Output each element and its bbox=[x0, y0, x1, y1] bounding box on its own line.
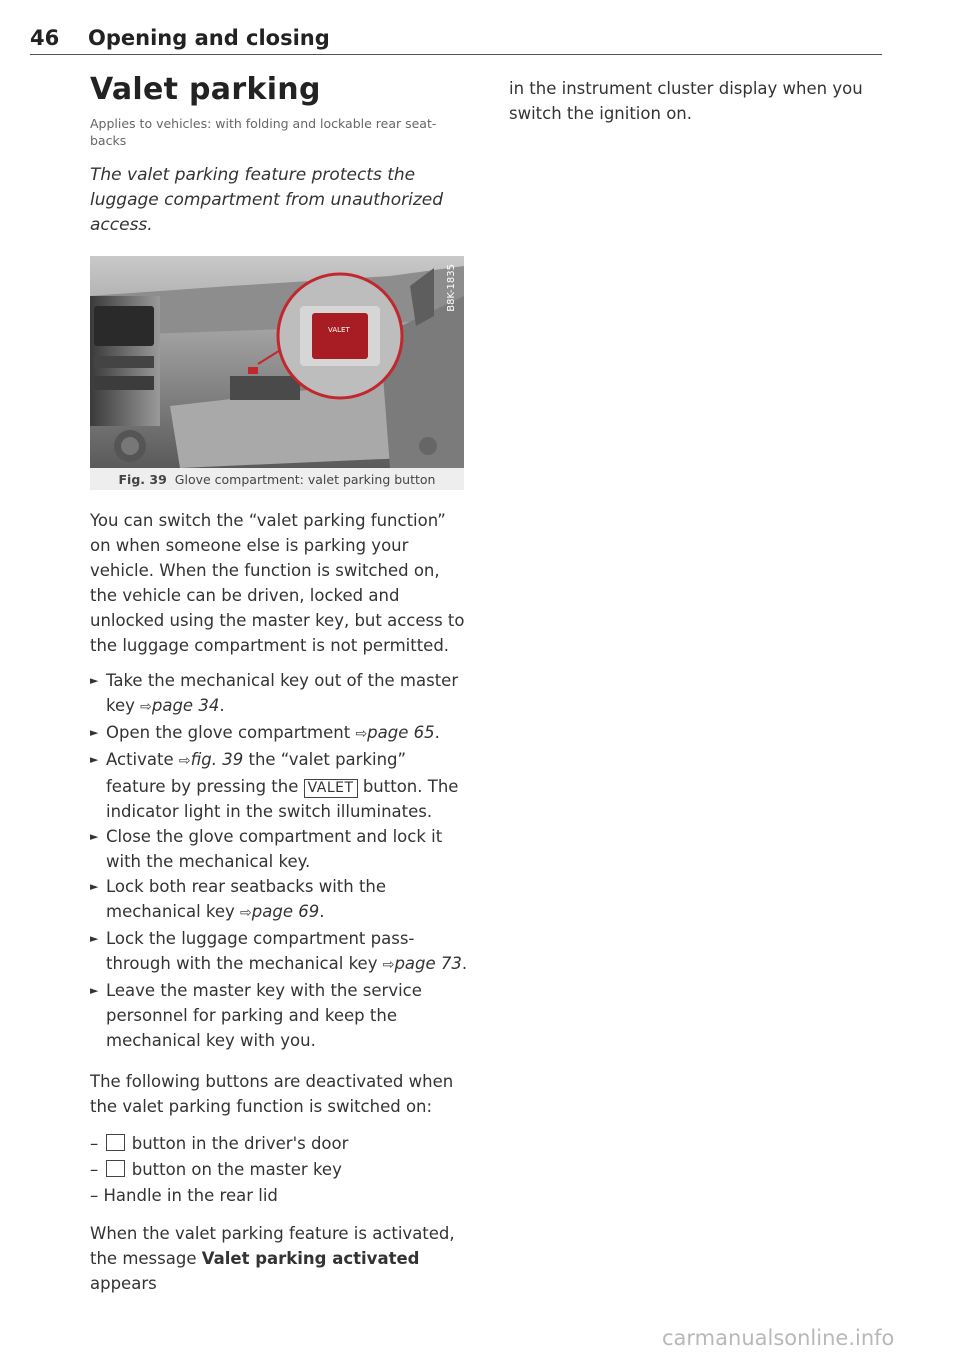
intro-text: The valet parking feature protects the luggage compartment from unauthorized access. bbox=[90, 165, 443, 235]
list-item: ► Close the glove compartment and lock it with the mechanical key. bbox=[90, 824, 470, 874]
arrow-right-icon: ⇨ bbox=[140, 699, 152, 715]
page-reference-link[interactable]: page 65 bbox=[367, 723, 435, 742]
figure-caption bbox=[90, 469, 464, 490]
list-item: ► Lock the luggage compartment pass-through with the mechanical key ⇨page 73. bbox=[90, 926, 470, 978]
article-title: Valet parking bbox=[90, 72, 321, 107]
arrow-right-icon: ⇨ bbox=[382, 957, 395, 973]
arrow-right-icon: ⇨ bbox=[240, 905, 252, 921]
list-item: ► Activate ⇨fig. 39 the “valet parking” feature by pressing the VALET button. The indicator light in the switch illuminates. bbox=[90, 747, 470, 824]
watermark: carmanualsonline.info bbox=[662, 1326, 895, 1350]
left-column bbox=[90, 72, 470, 1296]
trunk-release-button-icon bbox=[106, 1160, 125, 1177]
section-title: Opening and closing bbox=[88, 26, 330, 50]
triangle-right-icon: ► bbox=[90, 753, 99, 766]
list-item: – button in the driver's door bbox=[90, 1134, 349, 1153]
triangle-right-icon: ► bbox=[90, 830, 99, 843]
triangle-right-icon: ► bbox=[90, 932, 99, 945]
valet-button-keycap: VALET bbox=[304, 779, 358, 798]
list-item: ► Leave the master key with the service personnel for parking and keep the mechanical key with you. bbox=[90, 978, 470, 1053]
page-reference-link[interactable]: page 73 bbox=[394, 954, 462, 973]
triangle-right-icon: ► bbox=[90, 674, 99, 687]
figure-caption-text: Glove compartment: valet parking button bbox=[174, 472, 436, 487]
photo-code: B8K-1835 bbox=[446, 264, 457, 312]
page-header bbox=[30, 22, 882, 55]
triangle-right-icon: ► bbox=[90, 726, 99, 739]
applies-to-note: Applies to vehicles: with folding and lockable rear seat-backs bbox=[90, 116, 437, 148]
arrow-right-icon: ⇨ bbox=[355, 726, 368, 742]
figure-label: Fig. 39 bbox=[118, 472, 167, 487]
triangle-right-icon: ► bbox=[90, 984, 99, 997]
list-item: ► Lock both rear seatbacks with the mechanical key ⇨page 69. bbox=[90, 874, 470, 926]
activation-message-paragraph: When the valet parking feature is activated, the message Valet parking activated appears bbox=[90, 1224, 455, 1293]
intro-paragraph: You can switch the “valet parking function” on when someone else is parking your vehicle. When the function is switched on, the vehicle can be driven, locked and unlocked using the master key, but access to the luggage compartment is not permitted. bbox=[90, 511, 465, 655]
page-reference-link[interactable]: page 69 bbox=[251, 902, 320, 921]
continued-text: in the instrument cluster display when you switch the ignition on. bbox=[509, 79, 863, 123]
figure-reference-link[interactable]: fig. 39 bbox=[190, 750, 244, 769]
figure-39 bbox=[90, 256, 464, 490]
step-list bbox=[90, 668, 470, 1053]
valet-button-graphic-label: VALET bbox=[328, 326, 350, 334]
page-number: 46 bbox=[30, 26, 60, 50]
list-item: – Handle in the rear lid bbox=[90, 1186, 278, 1205]
deactivated-list bbox=[90, 1131, 470, 1209]
right-column bbox=[509, 76, 879, 126]
message-text: Valet parking activated bbox=[201, 1249, 420, 1268]
page-reference-link[interactable]: page 34 bbox=[151, 696, 220, 715]
list-item: ► Take the mechanical key out of the master key ⇨page 34. bbox=[90, 668, 470, 720]
list-item: – button on the master key bbox=[90, 1160, 342, 1179]
triangle-right-icon: ► bbox=[90, 880, 99, 893]
trunk-release-button-icon bbox=[106, 1134, 125, 1151]
list-item: ► Open the glove compartment ⇨page 65. bbox=[90, 720, 470, 747]
arrow-right-icon: ⇨ bbox=[178, 753, 191, 769]
deactivated-intro: The following buttons are deactivated when the valet parking function is switched on: bbox=[90, 1072, 454, 1116]
glove-compartment-photo bbox=[90, 256, 464, 468]
